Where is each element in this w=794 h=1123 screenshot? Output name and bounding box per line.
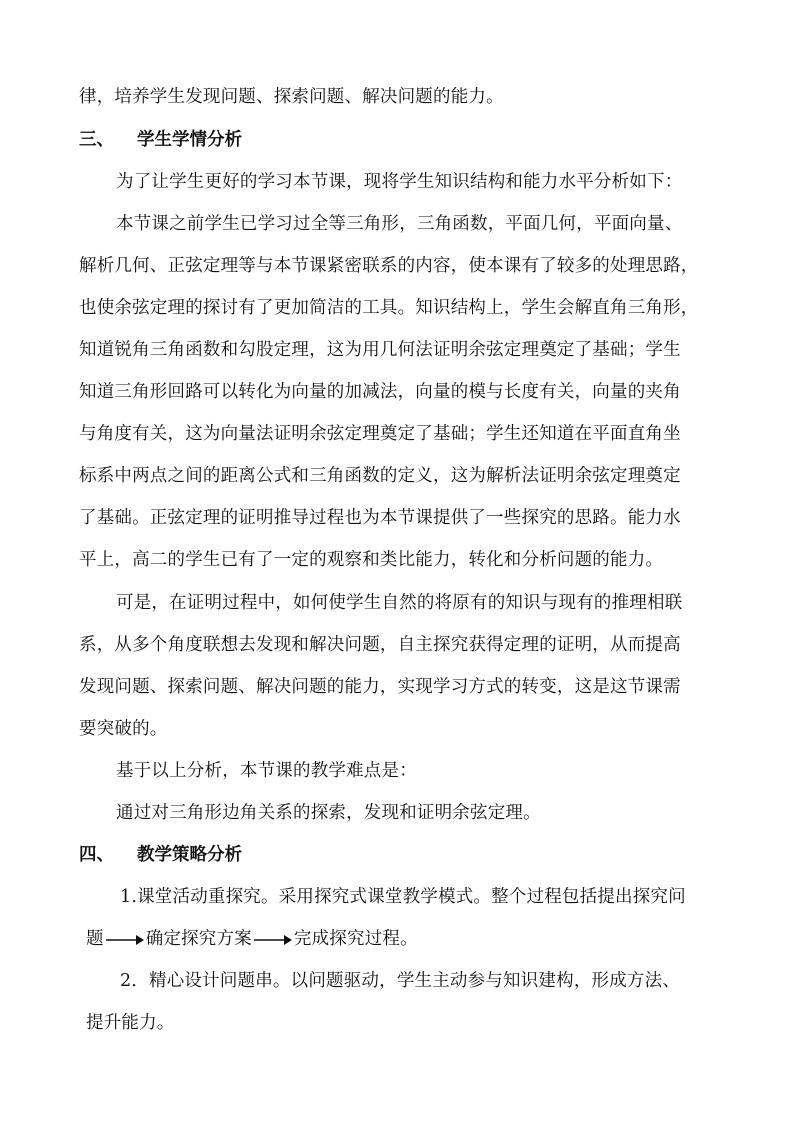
section-heading-3	[79, 129, 242, 151]
section-number: 四、	[79, 845, 114, 865]
section-title: 教学策略分析	[137, 845, 242, 865]
paragraph-line: 基于以上分析，本节课的教学难点是：	[116, 761, 417, 781]
paragraph-line: 了基础。正弦定理的证明推导过程也为本节课提供了一些探究的思路。能力水	[79, 508, 681, 528]
paragraph-line: 与角度有关，这为向量法证明余弦定理奠定了基础；学生还知道在平面直角坐	[79, 424, 681, 444]
list-item-line: 1.课堂活动重探究。采用探究式课堂教学模式。整个过程包括提出探究问	[120, 887, 686, 907]
paragraph-line: 要突破的。	[79, 719, 168, 739]
paragraph-line: 标系中两点之间的距离公式和三角函数的定义，这为解析法证明余弦定理奠定	[79, 466, 681, 486]
paragraph-line: 系，从多个角度联想去发现和解决问题，自主探究获得定理的证明，从而提高	[79, 635, 681, 655]
section-heading-4	[79, 844, 242, 866]
paragraph-line: 通过对三角形边角关系的探索，发现和证明余弦定理。	[116, 803, 541, 823]
paragraph-line: 知道锐角三角函数和勾股定理，这为用几何法证明余弦定理奠定了基础；学生	[79, 340, 681, 360]
paragraph-line: 平上，高二的学生已有了一定的观察和类比能力，转化和分析问题的能力。	[79, 550, 664, 570]
arrow-right-icon	[106, 934, 144, 946]
paragraph-line: 本节课之前学生已学习过全等三角形，三角函数，平面几何，平面向量、	[116, 214, 683, 234]
arrow-right-icon	[254, 934, 292, 946]
flow-step: 确定探究方案	[145, 929, 252, 949]
paragraph-line: 知道三角形回路可以转化为向量的加减法，向量的模与长度有关，向量的夹角	[79, 382, 681, 402]
paragraph-line: 也使余弦定理的探讨有了更加简洁的工具。知识结构上，学生会解直角三角形，	[79, 298, 699, 318]
paragraph-line: 律，培养学生发现问题、探索问题、解决问题的能力。	[79, 87, 504, 107]
paragraph-line: 解析几何、正弦定理等与本节课紧密联系的内容，使本课有了较多的处理思路，	[79, 256, 699, 276]
flow-step: 完成探究过程。	[293, 929, 418, 949]
list-item-line: 提升能力。	[86, 1013, 175, 1033]
section-number: 三、	[79, 130, 114, 150]
paragraph-line: 发现问题、探索问题、解决问题的能力，实现学习方式的转变，这是这节课需	[79, 677, 681, 697]
paragraph-line: 可是，在证明过程中，如何使学生自然的将原有的知识与现有的推理相联	[116, 593, 683, 613]
flow-step: 题	[86, 929, 104, 949]
flow-line	[86, 928, 418, 950]
list-item-line: 2．精心设计问题串。以问题驱动，学生主动参与知识建构，形成方法、	[120, 971, 681, 991]
paragraph-line: 为了让学生更好的学习本节课，现将学生知识结构和能力水平分析如下：	[116, 172, 683, 192]
section-title: 学生学情分析	[137, 130, 242, 150]
